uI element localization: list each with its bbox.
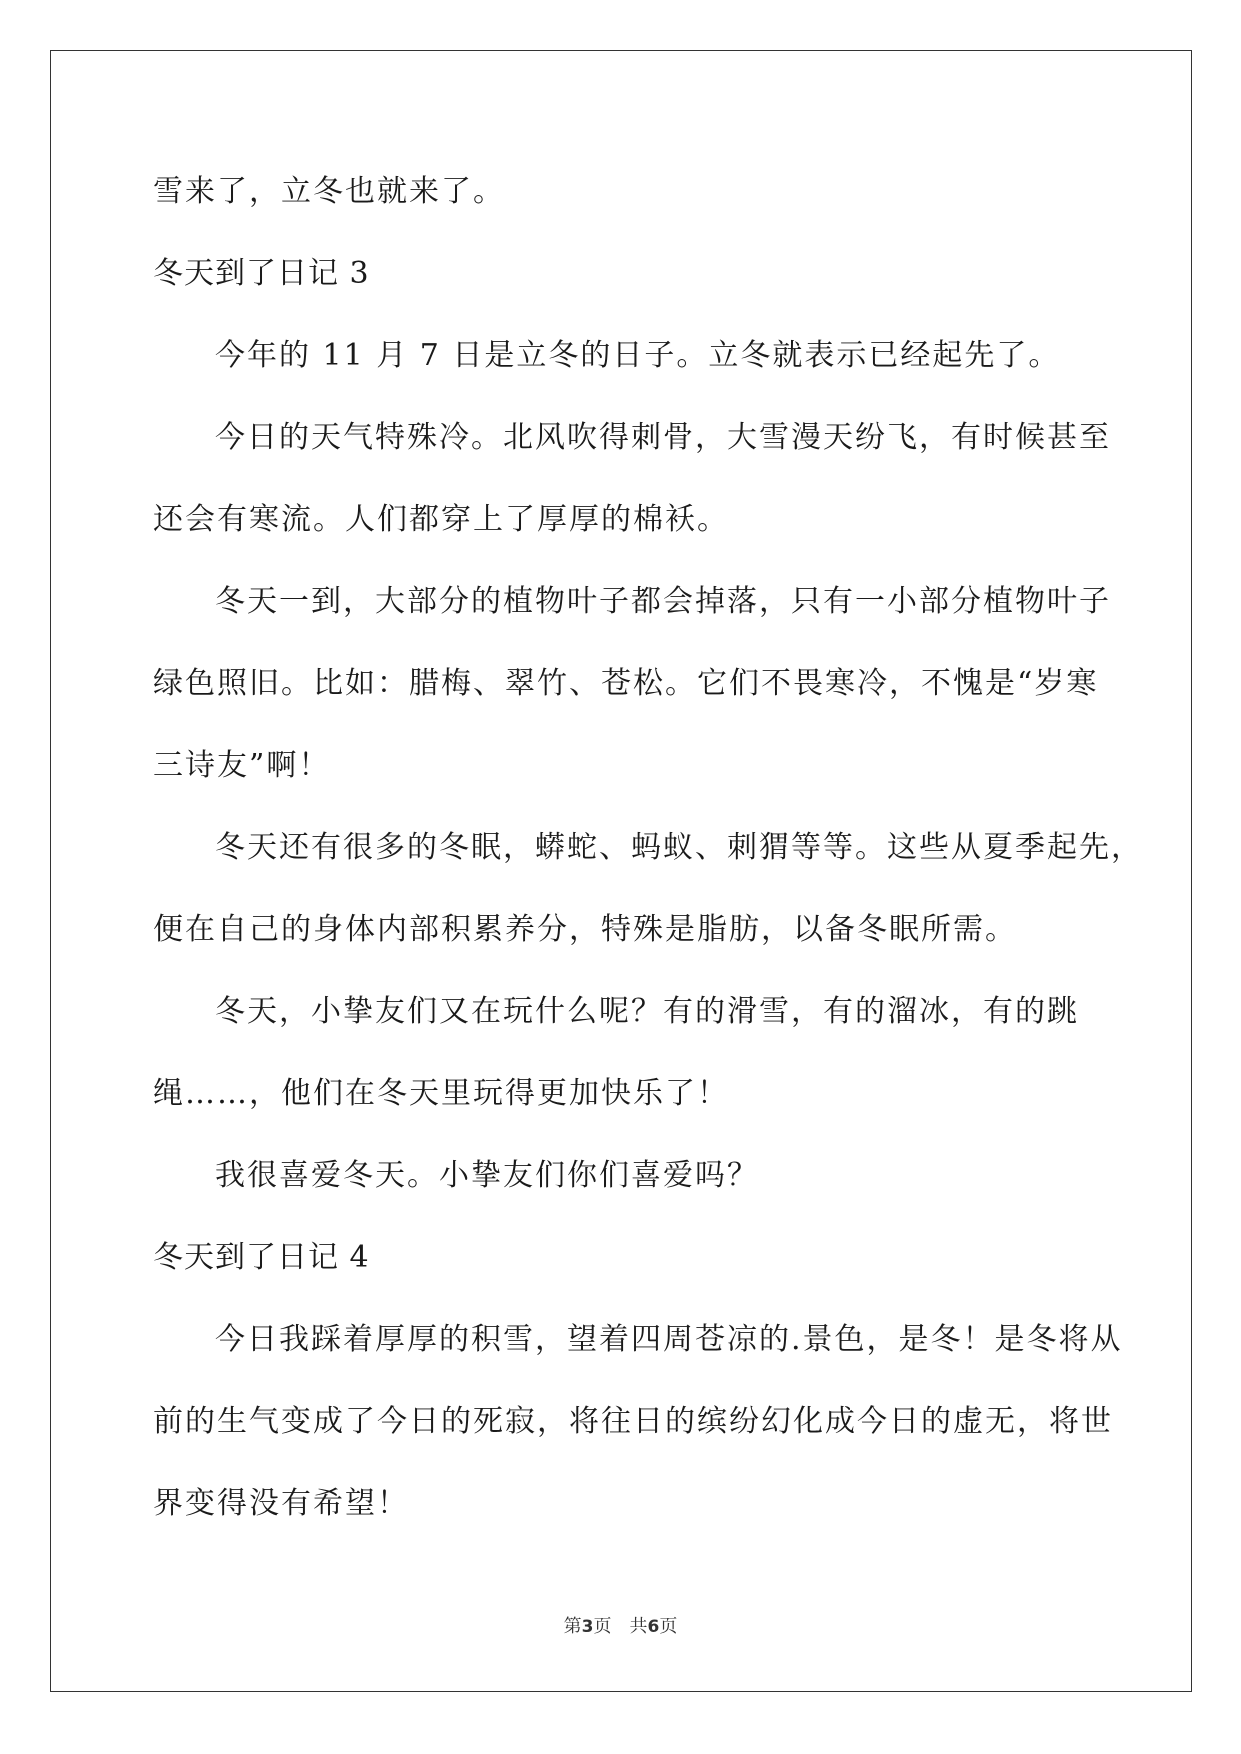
text-line: 冬天一到，大部分的植物叶子都会掉落，只有一小部分植物叶子 — [215, 584, 1111, 619]
total-page-number: 6 — [647, 1617, 660, 1637]
total-prefix: 共 — [629, 1616, 648, 1637]
text-line: 还会有寒流。人们都穿上了厚厚的棉袄。 — [153, 502, 729, 537]
current-page-number: 3 — [581, 1617, 594, 1637]
page-suffix: 页 — [593, 1616, 612, 1637]
section-heading: 冬天到了日记 4 — [153, 1240, 370, 1275]
text-line: 绳……，他们在冬天里玩得更加快乐了！ — [153, 1076, 729, 1111]
text-line: 今年的 11 月 7 日是立冬的日子。立冬就表示已经起先了。 — [215, 338, 1061, 373]
text-line: 我很喜爱冬天。小挚友们你们喜爱吗？ — [215, 1158, 759, 1193]
text-line: 便在自己的身体内部积累养分，特殊是脂肪，以备冬眠所需。 — [153, 912, 1017, 947]
text-line: 冬天还有很多的冬眠，蟒蛇、蚂蚁、刺猬等等。这些从夏季起先， — [215, 830, 1143, 865]
page-footer — [0, 1612, 1241, 1638]
text-line: 前的生气变成了今日的死寂，将往日的缤纷幻化成今日的虚无，将世 — [153, 1404, 1113, 1439]
text-line: 绿色照旧。比如：腊梅、翠竹、苍松。它们不畏寒冷，不愧是“岁寒 — [153, 666, 1099, 701]
text-line: 三诗友”啊！ — [153, 748, 331, 783]
document-body — [153, 160, 1143, 1554]
page-prefix: 第 — [563, 1616, 582, 1637]
total-suffix: 页 — [659, 1616, 678, 1637]
section-heading: 冬天到了日记 3 — [153, 256, 370, 291]
text-line: 界变得没有希望！ — [153, 1486, 409, 1521]
text-line: 雪来了，立冬也就来了。 — [153, 174, 505, 209]
text-line: 冬天，小挚友们又在玩什么呢？有的滑雪，有的溜冰，有的跳 — [215, 994, 1079, 1029]
text-line: 今日我踩着厚厚的积雪，望着四周苍凉的.景色，是冬！是冬将从 — [215, 1322, 1123, 1357]
text-line: 今日的天气特殊冷。北风吹得刺骨，大雪漫天纷飞，有时候甚至 — [215, 420, 1111, 455]
